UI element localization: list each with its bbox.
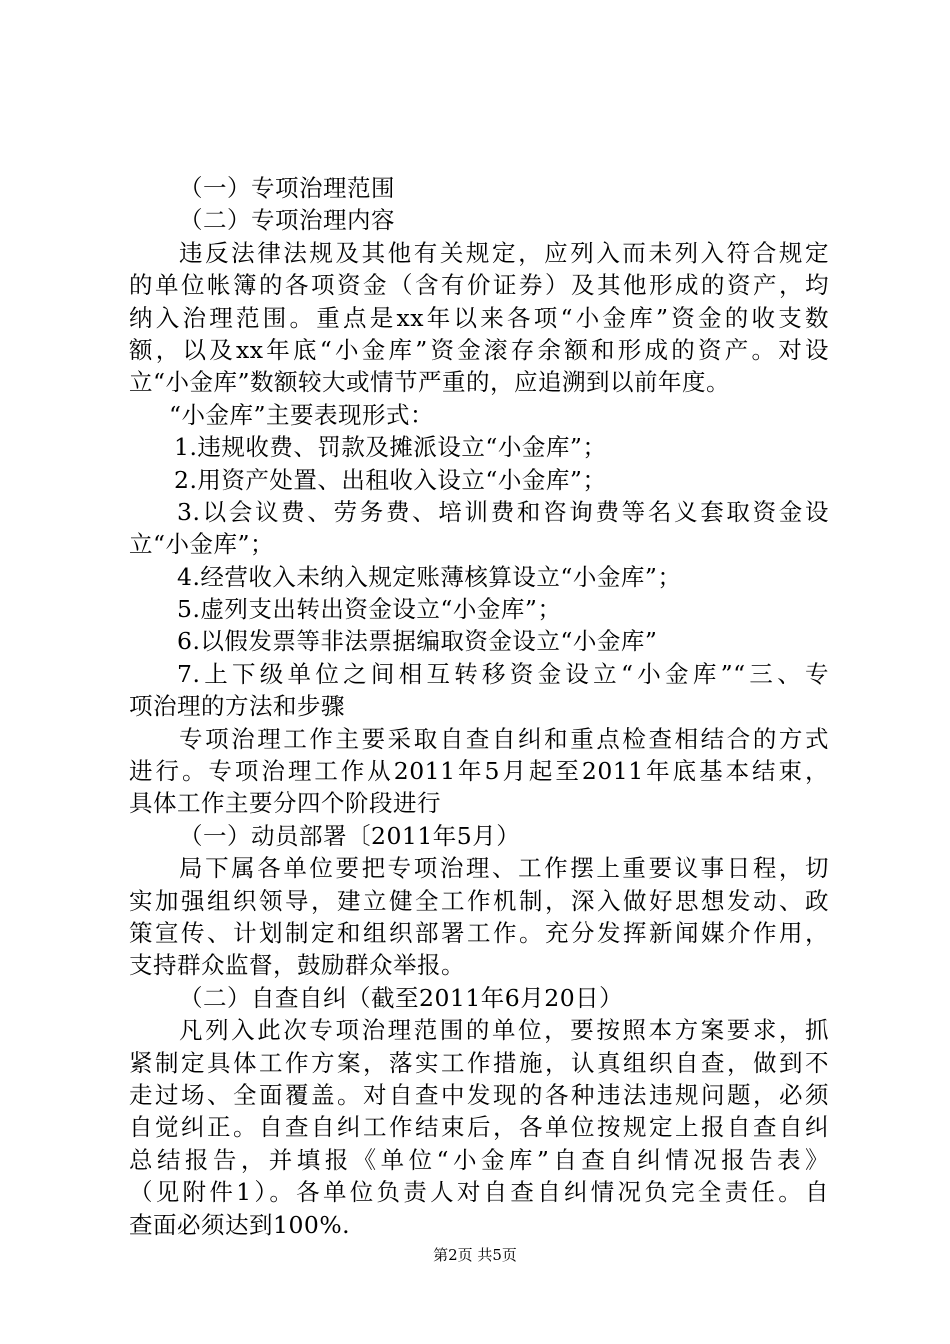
text-line: 立“小金库”数额较大或情节严重的，应追溯到以前年度。: [129, 368, 731, 397]
text-line: 支持群众监督，鼓励群众举报。: [129, 951, 465, 980]
text-line: （二）专项治理内容: [179, 206, 395, 235]
text-line: 具体工作主要分四个阶段进行: [129, 789, 441, 818]
document-body: [129, 172, 829, 1241]
text-line: 4.经营收入未纳入规定账薄核算设立“小金库”；: [177, 562, 682, 591]
text-line: 走过场、全面覆盖。对自查中发现的各种违法违规问题，必须: [129, 1080, 829, 1109]
text-line: 局下属各单位要把专项治理、工作摆上重要议事日程，切: [179, 854, 829, 883]
text-line: 6.以假发票等非法票据编取资金设立“小金库”: [177, 627, 658, 656]
text-line: 自觉纠正。自查自纠工作结束后，各单位按规定上报自查自纠: [129, 1113, 829, 1142]
text-line: 违反法律法规及其他有关规定，应列入而未列入符合规定: [179, 238, 829, 267]
text-line: 7.上下级单位之间相互转移资金设立“小金库”“三、专: [177, 659, 829, 688]
text-line: （一）专项治理范围: [179, 174, 395, 202]
text-line: 5.虚列支出转出资金设立“小金库”；: [177, 595, 562, 624]
text-line: 专项治理工作主要采取自查自纠和重点检查相结合的方式: [179, 724, 829, 753]
text-line: （一）动员部署〔2011年5月）: [179, 821, 521, 850]
text-line: 凡列入此次专项治理范围的单位，要按照本方案要求，抓: [179, 1016, 829, 1045]
text-line: “小金库”主要表现形式：: [169, 400, 435, 429]
text-line: 项治理的方法和步骤: [129, 692, 345, 721]
text-line: 实加强组织领导，建立健全工作机制，深入做好思想发动、政: [129, 886, 829, 915]
text-line: 2.用资产处置、出租收入设立“小金库”；: [174, 465, 607, 494]
text-line: 的单位帐簿的各项资金（含有价证券）及其他形成的资产，均: [129, 271, 829, 300]
text-line: （见附件1）。各单位负责人对自查自纠情况负完全责任。自: [129, 1178, 829, 1207]
text-line: （二）自查自纠（截至2011年6月20日）: [179, 983, 624, 1012]
page-footer: 第2页 共5页: [433, 1246, 517, 1264]
text-line: 紧制定具体工作方案，落实工作措施，认真组织自查，做到不: [129, 1048, 829, 1077]
text-line: 查面必须达到100%.: [129, 1210, 351, 1239]
text-line: 额，以及xx年底“小金库”资金滚存余额和形成的资产。对设: [129, 335, 829, 364]
text-line: 1.违规收费、罚款及摊派设立“小金库”；: [174, 433, 607, 462]
text-line: 纳入治理范围。重点是xx年以来各项“小金库”资金的收支数: [129, 303, 829, 332]
text-line: 策宣传、计划制定和组织部署工作。充分发挥新闻媒介作用，: [129, 918, 829, 947]
text-line: 进行。专项治理工作从2011年5月起至2011年底基本结束，: [129, 757, 829, 786]
text-line: 3.以会议费、劳务费、培训费和咨询费等名义套取资金设: [177, 497, 829, 526]
text-line: 总结报告，并填报《单位“小金库”自查自纠情况报告表》: [129, 1145, 829, 1174]
text-line: 立“小金库”；: [129, 530, 275, 559]
